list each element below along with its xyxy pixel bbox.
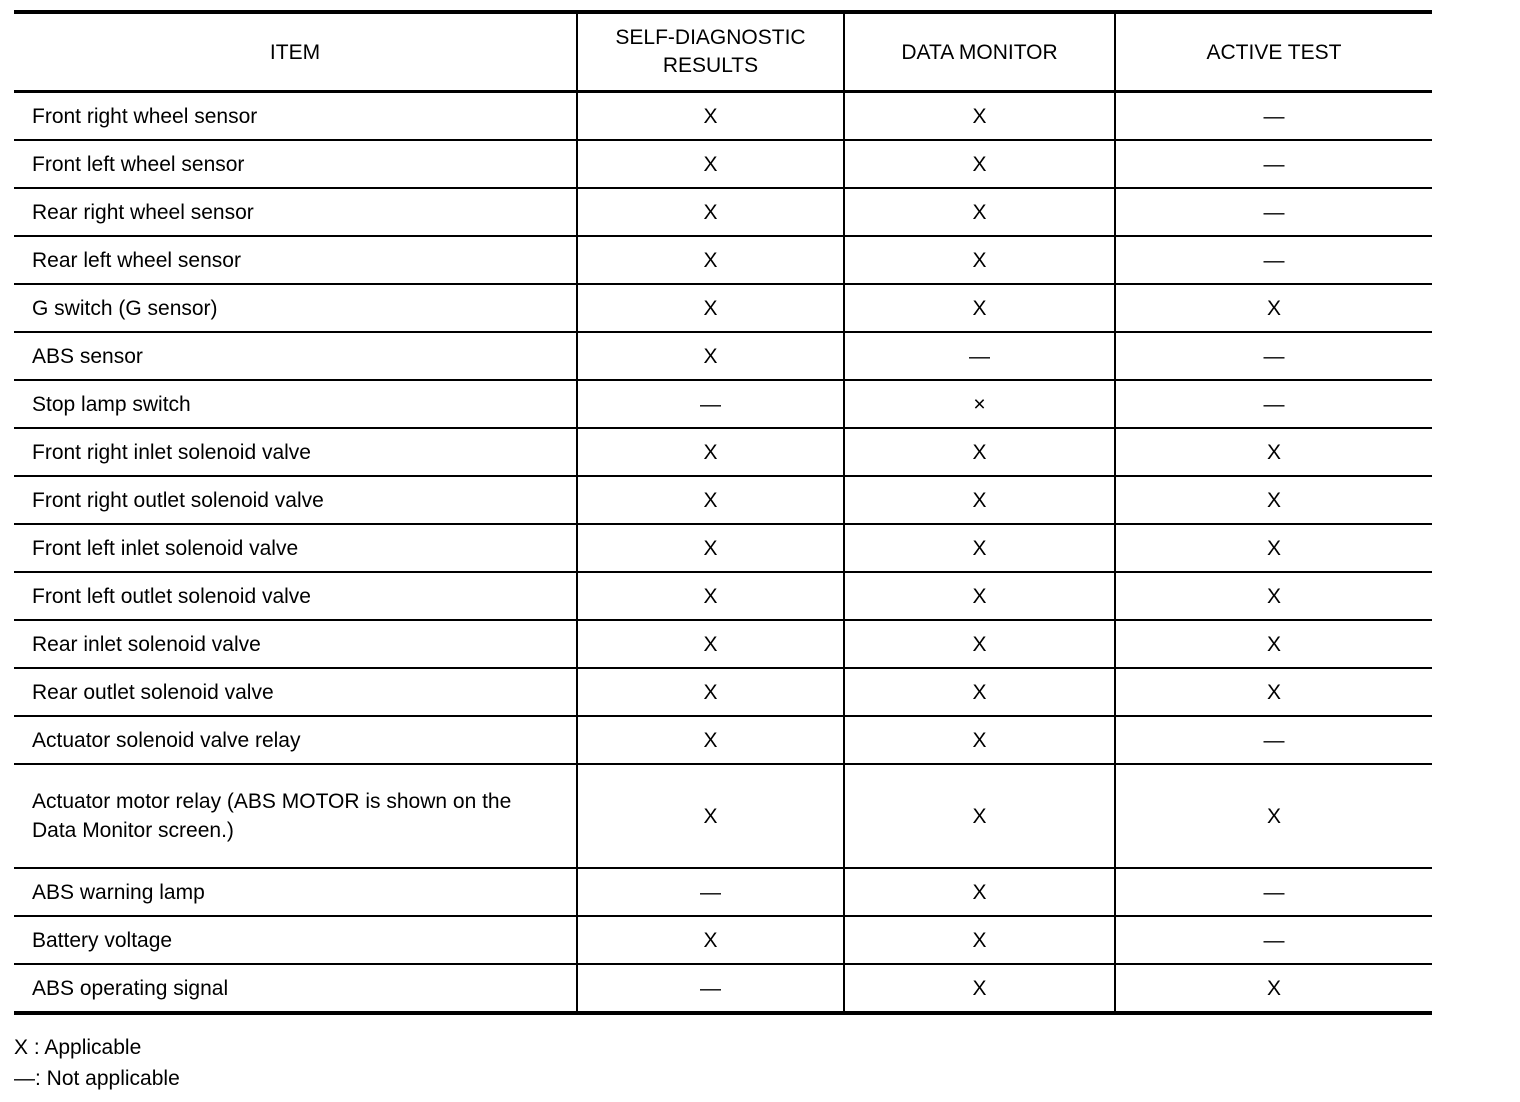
- cell-self-diagnostic: —: [577, 868, 844, 916]
- column-header-active-test: ACTIVE TEST: [1115, 12, 1432, 92]
- table-row: [14, 668, 1432, 716]
- cell-data-monitor: X: [844, 764, 1115, 868]
- table-row: [14, 572, 1432, 620]
- cell-active-test: —: [1115, 868, 1432, 916]
- cell-item: Front right inlet solenoid valve: [14, 428, 577, 476]
- table-row: [14, 380, 1432, 428]
- cell-data-monitor: X: [844, 92, 1115, 141]
- cell-active-test: X: [1115, 428, 1432, 476]
- cell-active-test: X: [1115, 764, 1432, 868]
- table-header-row: [14, 12, 1432, 92]
- table-row: [14, 92, 1432, 141]
- cell-item: Actuator motor relay (ABS MOTOR is shown on the Data Monitor screen.): [14, 764, 577, 868]
- table-body: [14, 92, 1432, 1014]
- cell-item: Front left wheel sensor: [14, 140, 577, 188]
- cell-item: Front left inlet solenoid valve: [14, 524, 577, 572]
- cell-data-monitor: —: [844, 332, 1115, 380]
- column-header-data-monitor: DATA MONITOR: [844, 12, 1115, 92]
- table-row: [14, 476, 1432, 524]
- cell-self-diagnostic: X: [577, 188, 844, 236]
- cell-data-monitor: X: [844, 668, 1115, 716]
- cell-self-diagnostic: X: [577, 764, 844, 868]
- cell-active-test: X: [1115, 572, 1432, 620]
- cell-item: Rear right wheel sensor: [14, 188, 577, 236]
- cell-data-monitor: X: [844, 916, 1115, 964]
- table-row: [14, 964, 1432, 1013]
- cell-active-test: X: [1115, 620, 1432, 668]
- cell-self-diagnostic: X: [577, 476, 844, 524]
- cell-self-diagnostic: X: [577, 572, 844, 620]
- cell-item: ABS sensor: [14, 332, 577, 380]
- cell-active-test: —: [1115, 332, 1432, 380]
- cell-active-test: —: [1115, 916, 1432, 964]
- table-row: [14, 868, 1432, 916]
- table-row: [14, 916, 1432, 964]
- table-row: [14, 188, 1432, 236]
- cell-self-diagnostic: X: [577, 428, 844, 476]
- cell-self-diagnostic: —: [577, 380, 844, 428]
- cell-self-diagnostic: X: [577, 92, 844, 141]
- cell-data-monitor: X: [844, 140, 1115, 188]
- table-row: [14, 764, 1432, 868]
- cell-self-diagnostic: X: [577, 716, 844, 764]
- cell-data-monitor: X: [844, 964, 1115, 1013]
- cell-item: Rear left wheel sensor: [14, 236, 577, 284]
- table-row: [14, 140, 1432, 188]
- cell-item: G switch (G sensor): [14, 284, 577, 332]
- table-row: [14, 620, 1432, 668]
- cell-self-diagnostic: X: [577, 668, 844, 716]
- cell-data-monitor: X: [844, 476, 1115, 524]
- column-header-self-diagnostic: SELF-DIAGNOSTIC RESULTS: [577, 12, 844, 92]
- cell-item: Rear outlet solenoid valve: [14, 668, 577, 716]
- cell-active-test: X: [1115, 284, 1432, 332]
- cell-item: Front right outlet solenoid valve: [14, 476, 577, 524]
- cell-item: Front right wheel sensor: [14, 92, 577, 141]
- cell-data-monitor: X: [844, 572, 1115, 620]
- cell-active-test: —: [1115, 716, 1432, 764]
- table-row: [14, 524, 1432, 572]
- cell-data-monitor: X: [844, 524, 1115, 572]
- cell-item: Actuator solenoid valve relay: [14, 716, 577, 764]
- cell-data-monitor: ×: [844, 380, 1115, 428]
- cell-data-monitor: X: [844, 236, 1115, 284]
- cell-self-diagnostic: —: [577, 964, 844, 1013]
- cell-item: Rear inlet solenoid valve: [14, 620, 577, 668]
- column-header-item: ITEM: [14, 12, 577, 92]
- cell-data-monitor: X: [844, 868, 1115, 916]
- cell-item: Stop lamp switch: [14, 380, 577, 428]
- cell-active-test: —: [1115, 188, 1432, 236]
- cell-data-monitor: X: [844, 188, 1115, 236]
- cell-item: Front left outlet solenoid valve: [14, 572, 577, 620]
- cell-self-diagnostic: X: [577, 284, 844, 332]
- cell-self-diagnostic: X: [577, 140, 844, 188]
- cell-self-diagnostic: X: [577, 916, 844, 964]
- legend-applicable: X : Applicable: [14, 1036, 142, 1059]
- legend-not-applicable: —: Not applicable: [14, 1067, 180, 1090]
- cell-data-monitor: X: [844, 620, 1115, 668]
- cell-active-test: —: [1115, 380, 1432, 428]
- cell-data-monitor: X: [844, 716, 1115, 764]
- cell-self-diagnostic: X: [577, 332, 844, 380]
- cell-data-monitor: X: [844, 284, 1115, 332]
- table-row: [14, 332, 1432, 380]
- cell-data-monitor: X: [844, 428, 1115, 476]
- cell-item: ABS operating signal: [14, 964, 577, 1013]
- table-row: [14, 428, 1432, 476]
- cell-active-test: X: [1115, 476, 1432, 524]
- cell-item: Battery voltage: [14, 916, 577, 964]
- cell-active-test: —: [1115, 236, 1432, 284]
- cell-self-diagnostic: X: [577, 236, 844, 284]
- cell-active-test: X: [1266, 976, 1281, 1000]
- cell-active-test: —: [1115, 92, 1432, 141]
- diagnostic-items-table: [14, 10, 1432, 1015]
- cell-item: ABS warning lamp: [14, 868, 577, 916]
- cell-self-diagnostic: X: [577, 620, 844, 668]
- cell-active-test: —: [1115, 140, 1432, 188]
- table-row: [14, 284, 1432, 332]
- cell-self-diagnostic: X: [577, 524, 844, 572]
- table-row: [14, 716, 1432, 764]
- cell-active-test: X: [1115, 668, 1432, 716]
- table-row: [14, 236, 1432, 284]
- cell-active-test: X: [1115, 524, 1432, 572]
